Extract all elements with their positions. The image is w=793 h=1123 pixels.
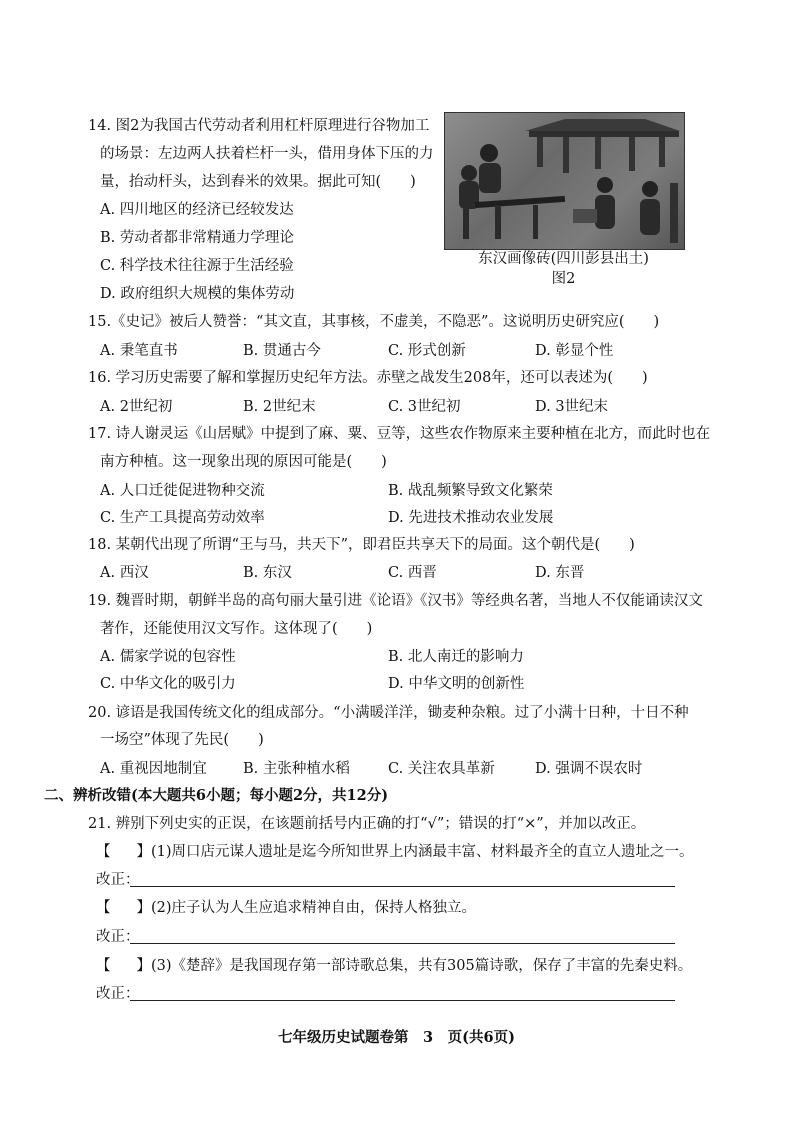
q17-option-d: D. 先进技术推动农业发展: [388, 510, 554, 526]
q21-item-3: [96, 956, 692, 976]
q20-option-c: C. 关注农具革新: [388, 761, 495, 777]
q15-option-c: C. 形式创新: [388, 343, 466, 359]
section-2-heading: 二、辨析改错(本大题共6小题；每小题2分，共12分): [44, 787, 389, 804]
q17-stem-line-2: 南方种植。这一现象出现的原因可能是( ): [100, 454, 387, 470]
answer-bracket-open[interactable]: 【: [96, 958, 111, 974]
figure-label: 图2: [551, 271, 576, 287]
han-brick-relief-image: [444, 112, 685, 250]
q17-option-b: B. 战乱频繁导致文化繁荣: [388, 483, 553, 499]
q16-stem: 16. 学习历史需要了解和掌握历史纪年方法。赤壁之战发生208年，还可以表述为( ): [88, 370, 648, 386]
q19-stem-line-2: 著作，还能使用汉文写作。这体现了( ): [100, 621, 373, 637]
figure-caption: 东汉画像砖(四川彭县出土): [478, 251, 649, 267]
correction-label-3: 改正：: [96, 986, 140, 1002]
q15-option-a: A. 秉笔直书: [100, 343, 178, 359]
q14-stem-line-1: 14. 图2为我国古代劳动者利用杠杆原理进行谷物加工: [88, 118, 430, 134]
q17-option-c: C. 生产工具提高劳动效率: [100, 510, 265, 526]
correction-label-2: 改正：: [96, 929, 140, 945]
q19-option-c: C. 中华文化的吸引力: [100, 676, 236, 692]
q18-stem: 18. 某朝代出现了所谓“王与马，共天下”，即君臣共享天下的局面。这个朝代是( ): [88, 537, 635, 553]
q14-stem-line-3: 量，抬动杆头，达到舂米的效果。据此可知( ): [100, 174, 416, 190]
q14-option-b: B. 劳动者都非常精通力学理论: [100, 230, 294, 246]
q21-item-3-text: (3)《楚辞》是我国现存第一部诗歌总集，共有305篇诗歌，保存了丰富的先秦史料。: [151, 958, 693, 974]
q16-option-c: C. 3世纪初: [388, 399, 461, 415]
q19-option-a: A. 儒家学说的包容性: [100, 649, 236, 665]
q16-option-a: A. 2世纪初: [100, 399, 173, 415]
q17-stem-line-1: 17. 诗人谢灵运《山居赋》中提到了麻、粟、豆等，这些农作物原来主要种植在北方，而此时也在: [88, 426, 711, 442]
q14-option-a: A. 四川地区的经济已经较发达: [100, 202, 294, 218]
correction-line-3[interactable]: [130, 1000, 675, 1001]
q17-option-a: A. 人口迁徙促进物种交流: [100, 483, 265, 499]
correction-label-1: 改正：: [96, 872, 140, 888]
q21-item-1: [96, 842, 694, 862]
q19-option-d: D. 中华文明的创新性: [388, 676, 525, 692]
q21-item-2: [96, 898, 476, 918]
q18-option-c: C. 西晋: [388, 565, 437, 581]
q21-item-2-text: (2)庄子认为人生应追求精神自由，保持人格独立。: [151, 900, 477, 916]
q15-stem: 15.《史记》被后人赞誉：“其文直，其事核，不虚美，不隐恶”。这说明历史研究应( ): [88, 314, 660, 330]
q14-stem-line-2: 的场景：左边两人扶着栏杆一头，借用身体下压的力: [100, 146, 434, 162]
q20-option-a: A. 重视因地制宜: [100, 761, 207, 777]
q20-option-d: D. 强调不误农时: [535, 761, 643, 777]
q16-option-d: D. 3世纪末: [535, 399, 609, 415]
q15-option-b: B. 贯通古今: [243, 343, 321, 359]
q14-option-c: C. 科学技术往往源于生活经验: [100, 258, 294, 274]
q20-option-b: B. 主张种植水稻: [243, 761, 350, 777]
answer-bracket-close: 】: [136, 844, 151, 860]
correction-line-1[interactable]: [130, 886, 675, 887]
q18-option-a: A. 西汉: [100, 565, 149, 581]
correction-line-2[interactable]: [130, 943, 675, 944]
page-footer: 七年级历史试题卷第 3 页(共6页): [278, 1029, 515, 1046]
q18-option-b: B. 东汉: [243, 565, 292, 581]
q21-item-1-text: (1)周口店元谋人遗址是迄今所知世界上内涵最丰富、材料最齐全的直立人遗址之一。: [151, 844, 694, 860]
answer-bracket-close: 】: [136, 958, 151, 974]
answer-bracket-open[interactable]: 【: [96, 844, 111, 860]
q19-option-b: B. 北人南迁的影响力: [388, 649, 524, 665]
q20-stem-line-2: 一场空”体现了先民( ): [100, 732, 264, 748]
answer-bracket-open[interactable]: 【: [96, 900, 111, 916]
q19-stem-line-1: 19. 魏晋时期，朝鲜半岛的高句丽大量引进《论语》《汉书》等经典名著，当地人不仅能诵读汉文: [88, 593, 703, 609]
q21-stem: 21. 辨别下列史实的正误，在该题前括号内正确的打“√”；错误的打“×”，并加以改正。: [88, 816, 646, 832]
q18-option-d: D. 东晋: [535, 565, 585, 581]
q20-stem-line-1: 20. 谚语是我国传统文化的组成部分。“小满暖洋洋，锄麦种杂粮。过了小满十日种，十日不种: [88, 705, 689, 721]
q15-option-d: D. 彰显个性: [535, 343, 614, 359]
q16-option-b: B. 2世纪末: [243, 399, 316, 415]
answer-bracket-close: 】: [136, 900, 151, 916]
q14-option-d: D. 政府组织大规模的集体劳动: [100, 286, 295, 302]
